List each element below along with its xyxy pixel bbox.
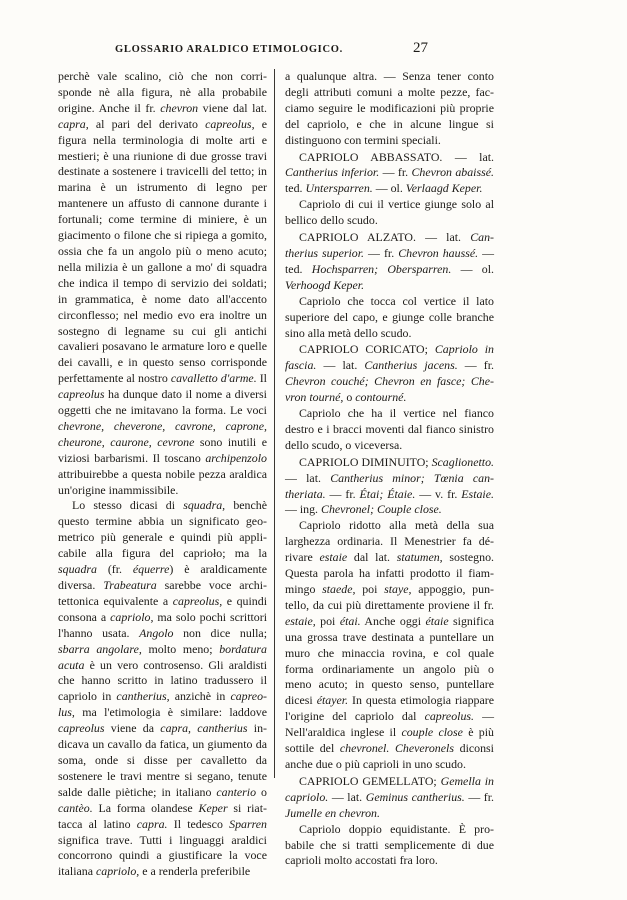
italic-term: Geminus cantherius. [365, 789, 465, 804]
page-number: 27 [413, 40, 428, 56]
italic-term: Chevronel; Couple close. [321, 502, 442, 517]
text-run: Anche oggi [360, 613, 426, 628]
italic-term: capreolus, [58, 689, 267, 720]
text-run: o [343, 390, 356, 405]
italic-term: Étai; Étaie. [359, 486, 416, 501]
text-run: e a renderla preferibile [139, 864, 251, 879]
italic-term: squadra [58, 562, 97, 577]
text-run: anzichè in [169, 689, 231, 704]
italic-term: étai. [339, 613, 361, 628]
italic-term: Verlaagd Keper. [405, 181, 483, 196]
italic-term: équerre [132, 562, 170, 577]
text-run: — fr. [325, 486, 360, 501]
text-run: — lat. [285, 470, 331, 485]
italic-term: staede, [322, 582, 356, 596]
right-column [285, 69, 494, 869]
italic-term: Chevron haussé. [398, 245, 479, 260]
italic-term: Angolo [139, 625, 174, 640]
text-run: Capriolo di cui il vertice giunge solo al bellico dello scudo. [285, 197, 494, 228]
italic-term: Gemella in capriolo. [285, 773, 494, 804]
italic-term: Cantherius inferior. [285, 165, 380, 180]
italic-term: sbarra angolare, [58, 641, 142, 656]
italic-term: capra. [136, 816, 168, 831]
text-run: o [256, 784, 267, 799]
text-run: non dice nulla; [173, 625, 268, 640]
text-run: e quindi consona a [58, 593, 267, 624]
italic-term: archipenzolo [205, 450, 267, 465]
italic-term: capra, [58, 116, 89, 131]
text-run: — fr. [457, 358, 494, 373]
italic-term: étaie [425, 613, 449, 628]
italic-term: Keper [198, 800, 228, 815]
italic-term: Scaglionetto. [431, 454, 494, 469]
text-run: CAPRIOLO CORICATO; [299, 342, 435, 357]
text-run: poi [355, 582, 385, 596]
glossary-entry [285, 455, 494, 519]
paragraph [285, 518, 494, 773]
italic-term: estaie [319, 550, 348, 565]
text-run: sostegno. Questa parola ha infatti prodotto il fiammingo [285, 550, 494, 596]
italic-term: couple close [401, 725, 463, 740]
text-run: significa trave. Tutti i linguaggi araldici concorrono quindi a giustificare la voce italiana [58, 832, 267, 879]
italic-term: staye, [384, 582, 412, 596]
italic-term: chevronel. Cheveronels [339, 741, 454, 756]
italic-term: Chevron couché; Chevron en fasce; Chevron tourné, [285, 374, 494, 405]
text-run: — ol. [372, 181, 406, 196]
glossary-entry [285, 342, 494, 406]
italic-term: Trabeatura [103, 578, 157, 592]
italic-term: étayer. [316, 693, 349, 708]
italic-term: chevrone, cheverone, cavrone, caprone, cheurone, caurone, cevrone [58, 418, 267, 449]
italic-term: Capriolo in fascia. [285, 342, 495, 373]
italic-term: Cantherius jacens. [364, 358, 458, 373]
italic-term: Jumelle en chevron. [285, 805, 380, 820]
italic-term: capreolus [58, 721, 105, 736]
italic-term: Cantherius superior. [285, 230, 494, 260]
text-run: e figura nella terminologia di molte arti e mestieri; è una riunione di due grosse travi destinate a sostenere i travicelli del tetto; in marina è un istrumento di legno per mantenere un affusto di cannone durante i fortunali; come termine di miniere, è un giacimento o filone che si ripiega a gomito, ossia che fa un angolo più o meno acuto; nella milizia è un gallone a mo' di squadra che indica il tempo di servizio dei soldati; in grammatica, è nome dato all'accento circonflesso; nel medio evo era inoltre un sostegno di legname su cui gli antichi cavalieri posavano le armature loro e quelle dei cavalli, e in questo senso corrisponde perfettamente al nostro [58, 116, 267, 386]
italic-term: Sparren [229, 816, 267, 831]
italic-term: contourné. [355, 390, 407, 405]
italic-term: Untersparren. [305, 181, 373, 196]
text-run: ted. [285, 181, 306, 196]
italic-term: canterio [216, 784, 257, 799]
italic-term: bordatura acuta [58, 641, 267, 672]
italic-term: squadra, [183, 498, 226, 513]
running-title: GLOSSARIO ARALDICO ETIMOLOGICO. [115, 44, 343, 55]
glossary-entry [285, 230, 494, 294]
text-run: ha dunque dato il nome a diversi oggetti che ne imitavano la forma. Le voci [58, 387, 267, 418]
glossary-entry [285, 150, 494, 198]
text-run: CAPRIOLO DIMINUITO; [299, 454, 432, 469]
text-run: si riattacca al latino [58, 800, 267, 831]
text-run: è più sottile del [285, 725, 494, 756]
italic-term: cavalletto d'arme. [170, 371, 257, 386]
text-run: appoggio, puntello, da cui più direttamente proviene il fr. [285, 582, 494, 612]
text-run: — fr. [379, 165, 412, 180]
italic-term: cantherius, [116, 689, 170, 704]
text-run: In questa etimologia riappare l'origine del capriolo dal [285, 693, 494, 724]
text-run: — fr. [364, 245, 399, 260]
text-run: perchè vale scalino, ciò che non corrisponde nè alla figura, nè alla probabile origine. Anche il fr. [58, 69, 267, 115]
italic-term: Cantherius minor; Tœnia cantheriata. [285, 470, 495, 501]
italic-term: Estaie. [461, 486, 494, 501]
text-run: viene da [104, 721, 161, 736]
italic-term: capreolus, [205, 116, 255, 131]
paragraph [285, 294, 494, 342]
text-run: CAPRIOLO ALZATO. — lat. [299, 230, 471, 245]
text-run: Capriolo ridotto alla metà della sua larghezza ordinaria. Il Menestrier fa dérivare [285, 518, 494, 565]
text-run: poi [315, 613, 340, 628]
text-run: molto meno; [141, 641, 220, 656]
left-column [58, 69, 267, 880]
text-run: benchè questo termine abbia un significato geometrico più generale e quindi più applicabile alla figura del caprioło; ma la [58, 498, 267, 561]
italic-term: cantèo. [58, 800, 93, 815]
text-run: ma l'etimologia è similare: laddove [74, 705, 267, 720]
paragraph [58, 69, 267, 498]
text-run: — ol. [451, 261, 494, 276]
text-run: viene dal lat. [198, 100, 267, 115]
paragraph [285, 69, 494, 149]
italic-term: Chevron abaissé. [411, 165, 494, 180]
text-run: Capriolo che tocca col vertice il lato superiore del capo, e giunge colle branche sino alla metà dello scudo. [285, 293, 494, 340]
text-run: ) è araldicamente diversa. [58, 562, 267, 592]
text-run: è un vero controsenso. Gli araldisti che hanno scritto in latino tradussero il capriolo in [58, 657, 267, 704]
italic-term: capriolo, [110, 609, 154, 624]
text-run: — ted. [285, 245, 494, 276]
italic-term: Hochsparren; Obersparren. [311, 261, 452, 276]
text-run: Il tedesco [167, 816, 230, 831]
paragraph [285, 197, 494, 229]
text-run: significa una grossa trave destinata a puntellare un muro che minaccia rovina, e col quale forma ordinariamente un angolo più o meno acuto; in questo senso, puntellare dicesi [285, 613, 495, 708]
text-run: diconsi anche due o più caprioli in uno scudo. [285, 741, 494, 771]
text-run: — v. fr. [415, 486, 462, 501]
text-run: CAPRIOLO GEMELLATO; [299, 773, 441, 788]
text-run: sarebbe voce architettonica equivalente a [58, 578, 267, 608]
italic-term: capriolo, [95, 864, 140, 879]
text-run: — lat. [316, 358, 365, 373]
text-run: dal lat. [347, 550, 397, 565]
text-run: sono inutili e viziosi barbarismi. Il toscano [58, 434, 267, 465]
italic-term: capreolus. [424, 709, 474, 724]
italic-term: chevron [160, 100, 199, 115]
text-run: — fr. [464, 789, 495, 804]
italic-term: estaie, [285, 613, 316, 628]
italic-term: capreolus, [172, 593, 223, 608]
text-run: a qualunque altra. — Senza tener conto degli attributi comuni a molte pezze, facciamo seguire le modificazioni più proprie del capriolo, e che in alcune lingue si distinguono con termini speciali. [285, 69, 494, 147]
text-run: Il [256, 371, 267, 386]
column-divider [274, 69, 275, 778]
italic-term: capra, cantherius [160, 721, 248, 736]
text-run: Lo stesso dicasi di [72, 498, 184, 513]
text-run: CAPRIOLO ABBASSATO. — lat. [299, 149, 494, 164]
text-run: attribuirebbe a questa nobile pezza araldica un'origine inammissibile. [58, 466, 267, 497]
paragraph [58, 498, 267, 880]
text-run: Capriolo doppio equidistante. È probabile che si tratti semplicemente di due caprioli molto accostati fra loro. [285, 821, 494, 868]
text-run: (fr. [96, 562, 133, 577]
italic-term: Verhoogd Keper. [285, 277, 365, 292]
paragraph [285, 822, 494, 870]
italic-term: statumen, [396, 550, 443, 565]
text-run: — lat. [328, 789, 366, 804]
glossary-entry [285, 774, 494, 822]
text-run: indicava un cavallo da fatica, un giumento da soma, onde si disse per cavalletto da sostenere le travi mentre si segano, tenute salde dalle piètiche; in italiano [58, 721, 267, 799]
text-run: — Nell'araldica inglese il [285, 709, 494, 740]
italic-term: capreolus [58, 387, 105, 402]
paragraph [285, 406, 494, 454]
text-run: al pari del derivato [88, 116, 206, 131]
text-run: ma solo pochi scrittori l'hanno usata. [58, 609, 268, 640]
text-run: — ing. [285, 502, 322, 517]
text-run: La forma olandese [92, 800, 199, 815]
text-run: Capriolo che ha il vertice nel fianco destro e i bracci moventi dal fianco sinistro dello scudo, o viceversa. [285, 406, 494, 452]
